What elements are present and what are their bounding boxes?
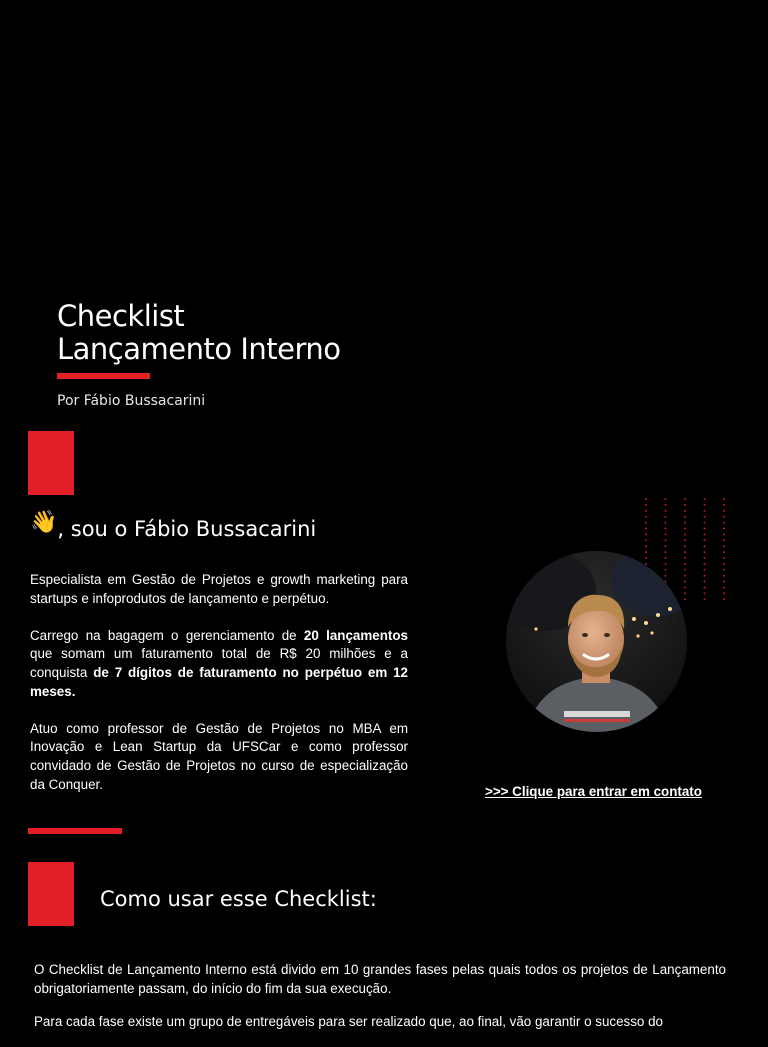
decorative-dot <box>684 545 686 547</box>
decorative-dot <box>645 533 647 535</box>
decorative-dot <box>723 504 725 506</box>
decorative-dot <box>723 545 725 547</box>
decorative-dot <box>684 575 686 577</box>
decorative-dot <box>645 522 647 524</box>
decorative-dot <box>723 498 725 500</box>
author-photo <box>506 551 687 732</box>
decorative-dot <box>645 498 647 500</box>
usage-instructions <box>34 961 726 1047</box>
decorative-dot <box>704 533 706 535</box>
decorative-dot <box>684 551 686 553</box>
decorative-dot <box>684 581 686 583</box>
title-underline <box>57 373 150 379</box>
decorative-dot <box>665 498 667 500</box>
decorative-dot <box>665 575 667 577</box>
bio-text: que somam um faturamento total de R$ 20 milhões e a conquista <box>30 646 408 680</box>
author-byline: Por Fábio Bussacarini <box>57 393 206 409</box>
decorative-dot <box>704 581 706 583</box>
page-title <box>57 300 341 366</box>
decorative-dot <box>684 557 686 559</box>
decorative-dot <box>704 516 706 518</box>
greeting-text: , sou o Fábio Bussacarini <box>57 517 317 541</box>
decorative-dot <box>704 598 706 600</box>
decorative-dot <box>665 510 667 512</box>
bio-highlight: 20 lançamentos <box>303 627 408 643</box>
decorative-dot <box>645 539 647 541</box>
bio-paragraph-2 <box>30 627 408 701</box>
decorative-dot <box>645 528 647 530</box>
decorative-dot <box>723 528 725 530</box>
decorative-dot <box>723 516 725 518</box>
decorative-dot <box>665 563 667 565</box>
decorative-dot <box>684 516 686 518</box>
decorative-dot <box>704 545 706 547</box>
decorative-dot <box>665 522 667 524</box>
decorative-dot <box>723 551 725 553</box>
decorative-dot <box>684 563 686 565</box>
decorative-dot <box>665 516 667 518</box>
decorative-dot <box>704 498 706 500</box>
bio-highlight: de 7 dígitos de faturamento no perpétuo em 12 meses. <box>30 664 408 699</box>
decorative-dot <box>665 545 667 547</box>
decorative-dot <box>645 545 647 547</box>
avatar <box>506 551 687 732</box>
decorative-dot <box>723 575 725 577</box>
decorative-dot <box>645 504 647 506</box>
decorative-dot <box>665 528 667 530</box>
red-accent-block <box>28 862 74 926</box>
decorative-dot <box>704 528 706 530</box>
bio-paragraph-1: Especialista em Gestão de Projetos e growth marketing para startups e infoprodutos de lançamento e perpétuo. <box>30 572 408 606</box>
decorative-dot <box>723 598 725 600</box>
bio-text: Carrego na bagagem o gerenciamento de <box>30 627 304 643</box>
decorative-dot <box>723 533 725 535</box>
decorative-dot <box>665 551 667 553</box>
decorative-dot <box>645 516 647 518</box>
decorative-dot <box>723 587 725 589</box>
decorative-dot <box>723 539 725 541</box>
decorative-dot <box>665 504 667 506</box>
decorative-dot <box>704 557 706 559</box>
title-line-2: Lançamento Interno <box>57 332 341 366</box>
decorative-dot <box>704 587 706 589</box>
decorative-dot <box>704 539 706 541</box>
contact-link[interactable]: >>> Clique para entrar em contato <box>485 784 702 799</box>
decorative-dot <box>684 539 686 541</box>
decorative-dot <box>723 510 725 512</box>
decorative-dot <box>723 557 725 559</box>
red-accent-block <box>28 431 74 495</box>
bio-paragraph-3: Atuo como professor de Gestão de Projetos no MBA em Inovação e Lean Startup da UFSCar e como professor convidado de Gestão de Projetos no curso de especialização da Conquer. <box>30 720 408 792</box>
decorative-dot <box>704 563 706 565</box>
decorative-dot <box>684 498 686 500</box>
section-heading-how-to-use: Como usar esse Checklist: <box>100 887 377 911</box>
decorative-dot <box>704 510 706 512</box>
usage-paragraph-1: O Checklist de Lançamento Interno está divido em 10 grandes fases pelas quais todos os projetos de Lançamento obrigatoriamente passam, do início do fim da sua execução. <box>34 962 726 996</box>
author-bio <box>30 571 408 813</box>
decorative-dot <box>684 510 686 512</box>
decorative-dot <box>704 522 706 524</box>
decorative-dot <box>684 587 686 589</box>
decorative-dot <box>723 522 725 524</box>
usage-paragraph-2: Para cada fase existe um grupo de entregáveis para ser realizado que, ao final, vão garantir o sucesso do <box>34 1014 663 1030</box>
decorative-dot <box>704 592 706 594</box>
decorative-dot <box>723 563 725 565</box>
decorative-dot <box>684 522 686 524</box>
decorative-dot <box>704 569 706 571</box>
decorative-dot <box>684 598 686 600</box>
decorative-dot <box>723 569 725 571</box>
decorative-dot <box>645 551 647 553</box>
decorative-dot <box>704 551 706 553</box>
decorative-dot <box>665 569 667 571</box>
decorative-dot <box>665 557 667 559</box>
section-divider <box>28 828 122 834</box>
decorative-dot <box>704 575 706 577</box>
decorative-dot <box>665 539 667 541</box>
waving-hand-icon: 👋 <box>30 510 58 535</box>
decorative-dot <box>684 533 686 535</box>
greeting-heading <box>30 509 316 549</box>
title-line-1: Checklist <box>57 299 185 333</box>
decorative-dot <box>704 504 706 506</box>
decorative-dot <box>665 533 667 535</box>
decorative-dot <box>645 510 647 512</box>
decorative-dot <box>723 581 725 583</box>
decorative-dot <box>684 592 686 594</box>
decorative-dot <box>645 557 647 559</box>
decorative-dot <box>723 592 725 594</box>
decorative-dot <box>684 528 686 530</box>
decorative-dot <box>684 504 686 506</box>
decorative-dot <box>684 569 686 571</box>
